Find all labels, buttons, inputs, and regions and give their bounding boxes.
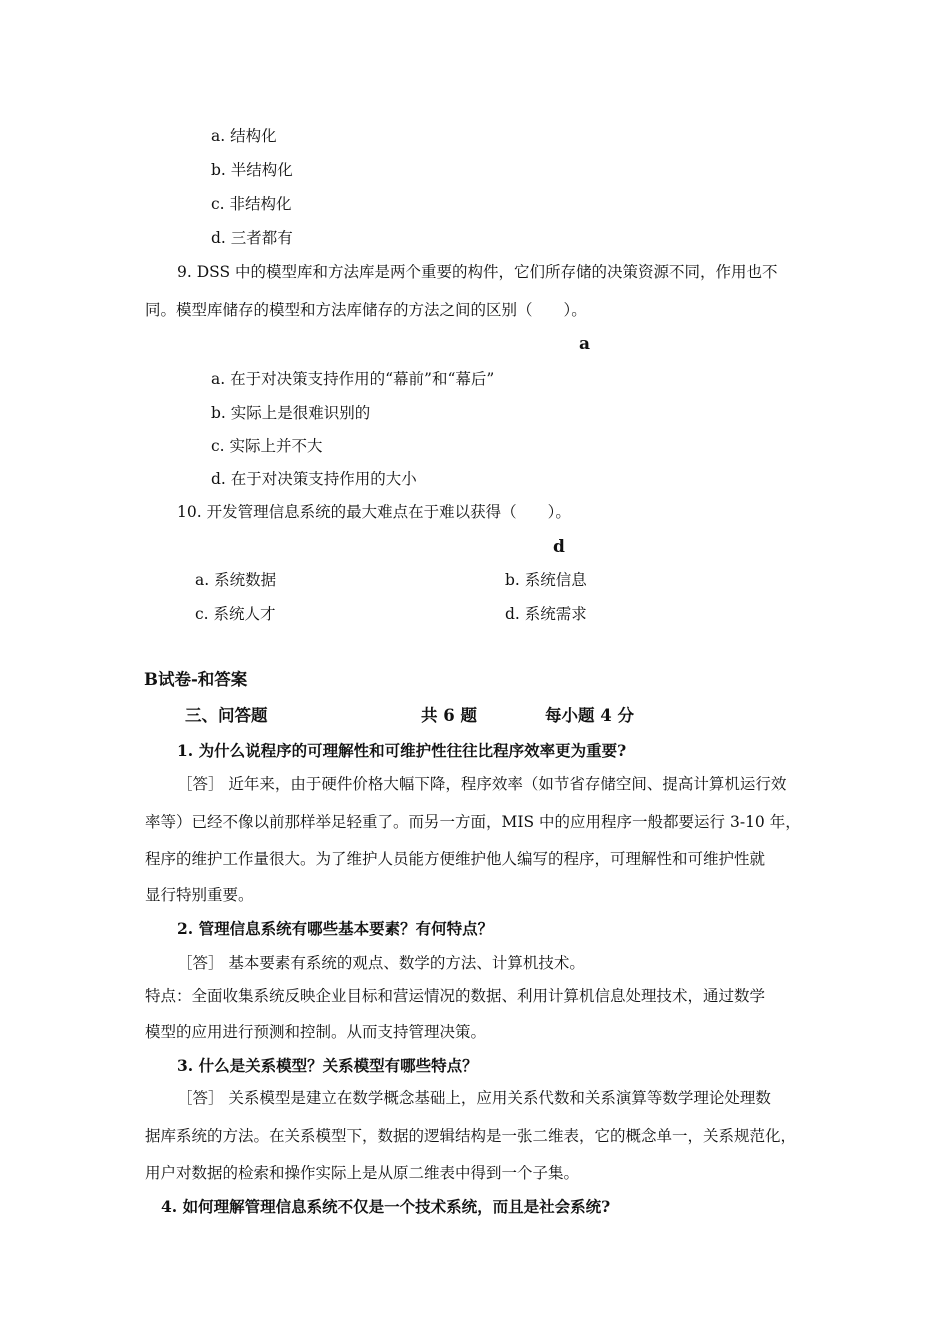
- answer-3-line-1: ［答］ 关系模型是建立在数学概念基础上，应用关系代数和关系演算等数学理论处理数: [177, 1089, 771, 1107]
- option-d: d. 三者都有: [211, 229, 293, 247]
- option-a: a. 结构化: [211, 127, 277, 145]
- score-per-question: 每小题 4 分: [545, 706, 634, 725]
- option-a: a. 系统数据: [195, 571, 277, 589]
- option-b: b. 系统信息: [505, 571, 587, 589]
- option-b: b. 半结构化: [211, 161, 293, 179]
- answer-3-line-2: 据库系统的方法。在关系模型下，数据的逻辑结构是一张二维表，它的概念单一，关系规范化，: [145, 1127, 797, 1145]
- question-count: 共 6 题: [421, 706, 477, 725]
- question-9-answer: a: [579, 334, 591, 354]
- question-10-answer: d: [553, 537, 565, 557]
- option-a: a. 在于对决策支持作用的“幕前”和“幕后”: [211, 370, 495, 388]
- option-d: d. 在于对决策支持作用的大小: [211, 470, 417, 488]
- question-9-line-2: 同。模型库储存的模型和方法库储存的方法之间的区别（ ）。: [145, 301, 587, 319]
- answer-2-line-2: 特点：全面收集系统反映企业目标和营运情况的数据、利用计算机信息处理技术，通过数学: [145, 987, 766, 1005]
- option-c: c. 实际上并不大: [211, 437, 323, 455]
- option-d: d. 系统需求: [505, 605, 587, 623]
- option-c: c. 系统人才: [195, 605, 276, 623]
- answer-3-line-3: 用户对数据的检索和操作实际上是从原二维表中得到一个子集。: [145, 1164, 580, 1182]
- option-c: c. 非结构化: [211, 195, 292, 213]
- answer-1-line-1: ［答］ 近年来，由于硬件价格大幅下降，程序效率（如节省存储空间、提高计算机运行效: [177, 775, 787, 793]
- question-3: 3. 什么是关系模型？关系模型有哪些特点？: [177, 1056, 478, 1075]
- question-2: 2. 管理信息系统有哪些基本要素？有何特点？: [177, 919, 494, 938]
- question-4: 4. 如何理解管理信息系统不仅是一个技术系统，而且是社会系统?: [161, 1197, 611, 1216]
- question-9-line-1: 9. DSS 中的模型库和方法库是两个重要的构件，它们所存储的决策资源不同，作用也不: [177, 263, 778, 281]
- answer-2-line-3: 模型的应用进行预测和控制。从而支持管理决策。: [145, 1023, 487, 1041]
- section-name: 三、问答题: [185, 706, 268, 725]
- question-10-line: 10. 开发管理信息系统的最大难点在于难以获得（ ）。: [177, 503, 571, 521]
- answer-1-line-3: 程序的维护工作量很大。为了维护人员能方便维护他人编写的程序，可理解性和可维护性就: [145, 850, 766, 868]
- answer-1-line-4: 显行特别重要。: [145, 886, 254, 904]
- answer-2-line-1: ［答］ 基本要素有系统的观点、数学的方法、计算机技术。: [177, 954, 585, 972]
- option-b: b. 实际上是很难识别的: [211, 404, 371, 422]
- question-1: 1. 为什么说程序的可理解性和可维护性往往比程序效率更为重要?: [177, 741, 627, 760]
- answer-1-line-2: 率等）已经不像以前那样举足轻重了。而另一方面，MIS 中的应用程序一般都要运行 3-10 年，: [145, 813, 801, 831]
- section-title: B试卷-和答案: [144, 670, 248, 689]
